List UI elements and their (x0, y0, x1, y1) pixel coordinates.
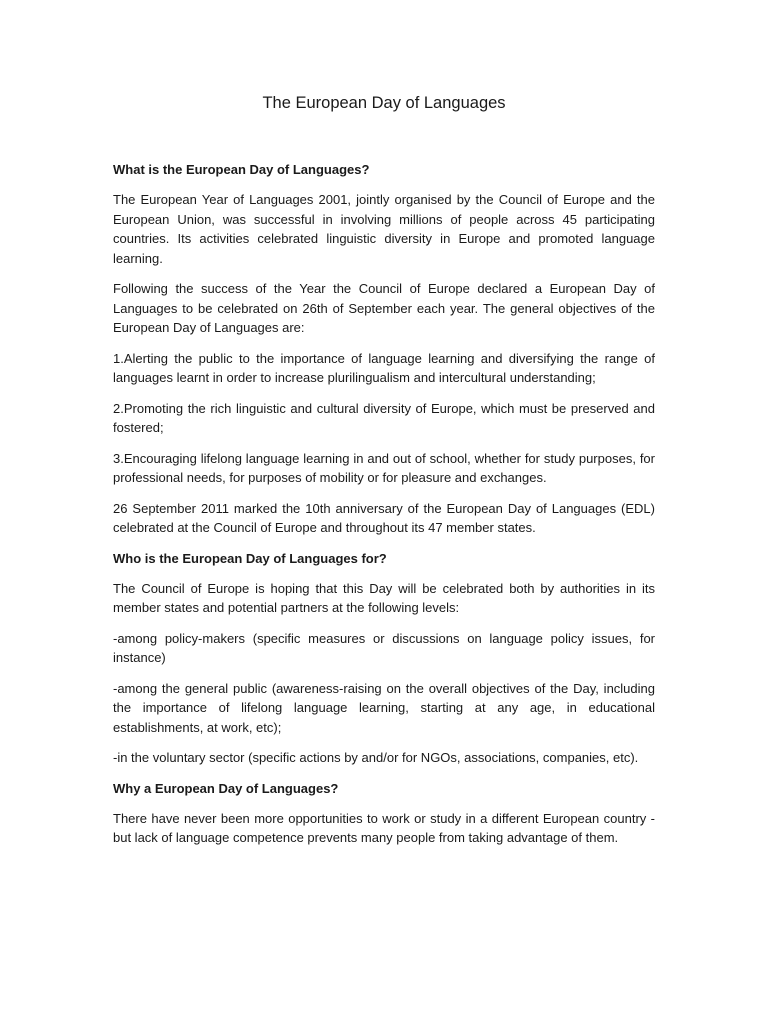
objective-item: 1.Alerting the public to the importance of language learning and diversifying the range of languages learnt in order to increase plurilingualism and intercultural understanding; (113, 350, 655, 385)
paragraph: There have never been more opportunities to work or study in a different European country - but lack of language competence prevents many people from taking advantage of them. (113, 810, 655, 845)
paragraph: The Council of Europe is hoping that this Day will be celebrated both by authorities in its member states and potential partners at the following levels: (113, 580, 655, 615)
section-heading: Why a European Day of Languages? (113, 780, 339, 796)
section-what-is (113, 160, 655, 538)
document-title: The European Day of Languages (262, 94, 506, 112)
objective-item: 2.Promoting the rich linguistic and cultural diversity of Europe, which must be preserved and fostered; (113, 400, 655, 435)
level-item: -among policy-makers (specific measures or discussions on language policy issues, for instance) (113, 630, 655, 665)
section-why (113, 779, 655, 848)
section-heading: Who is the European Day of Languages for? (113, 550, 387, 566)
objective-item: 3.Encouraging lifelong language learning in and out of school, whether for study purposes, for professional needs, for purposes of mobility or for pleasure and exchanges. (113, 450, 655, 485)
paragraph: Following the success of the Year the Council of Europe declared a European Day of Languages to be celebrated on 26th of September each year. The general objectives of the European Day of Languages are: (113, 281, 655, 335)
paragraph: The European Year of Languages 2001, jointly organised by the Council of Europe and the European Union, was successful in involving millions of people across 45 participating countries. Its activities celebrated linguistic diversity in Europe and promoted language learning. (113, 192, 655, 266)
paragraph: 26 September 2011 marked the 10th anniversary of the European Day of Languages (EDL) celebrated at the Council of Europe and throughout its 47 member states. (113, 500, 655, 535)
level-item: -in the voluntary sector (specific actions by and/or for NGOs, associations, companies, etc). (113, 750, 639, 765)
section-heading: What is the European Day of Languages? (113, 162, 370, 177)
document-body (113, 160, 655, 859)
section-who-for (113, 549, 655, 768)
level-item: -among the general public (awareness-raising on the overall objectives of the Day, including the importance of lifelong language learning, starting at any age, in educational establishments, at work, etc); (113, 680, 655, 735)
